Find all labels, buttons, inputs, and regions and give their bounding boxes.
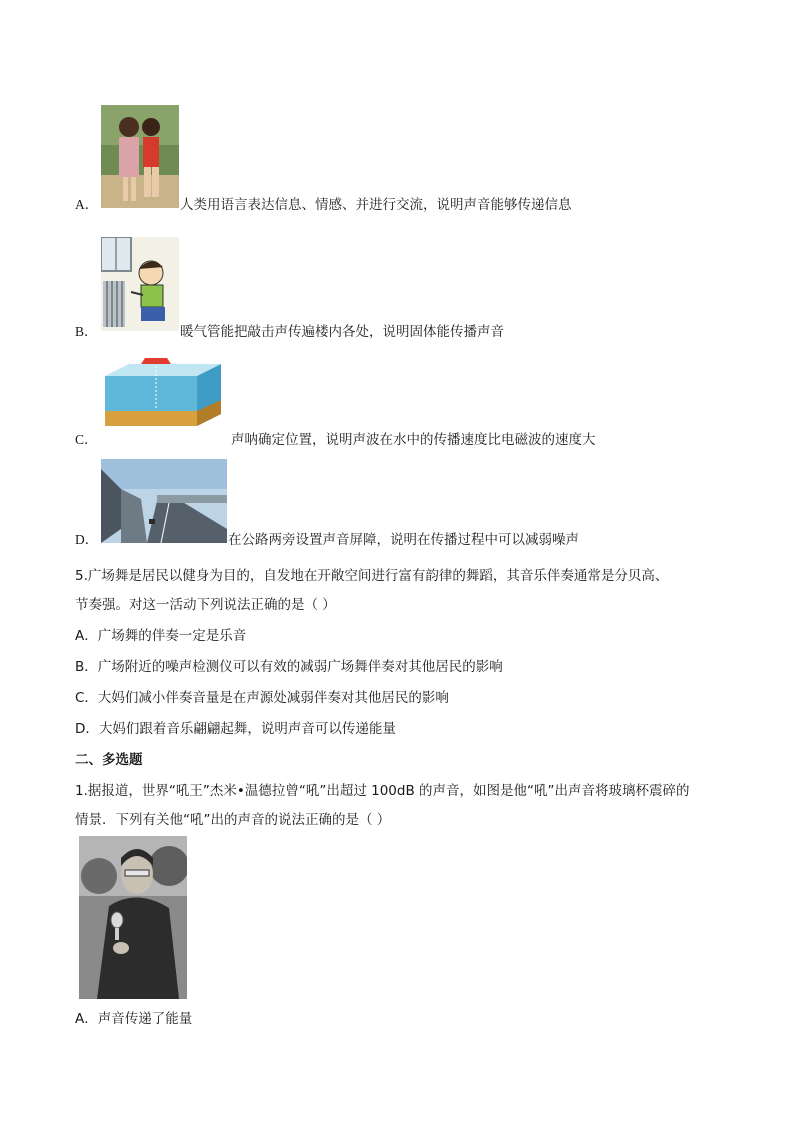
s2-q1-stem-line1: 1.据报道，世界“吼王”杰米•温德拉曾“吼”出超过 100dB 的声音，如图是他“吼”出声音将玻璃杯震碎的: [75, 783, 690, 799]
option-letter: B．: [75, 324, 98, 339]
q4-option-a-text: 人类用语言表达信息、情感、并进行交流，说明声音能够传递信息: [180, 197, 572, 213]
s2-q1-stem-line2: 情景．下列有关他“吼”出的声音的说法正确的是（ ）: [75, 812, 391, 828]
option-letter: C．: [75, 432, 98, 447]
q5-stem-line1: 5.广场舞是居民以健身为目的，自发地在开敞空间进行富有韵律的舞蹈，其音乐伴奏通常是分贝高、: [75, 568, 669, 584]
image-highway-sound-barrier: [101, 459, 227, 543]
option-letter: A．: [75, 197, 99, 212]
q4-option-a: [75, 193, 98, 213]
image-children-whispering: [101, 105, 179, 208]
q4-option-b: [75, 320, 98, 340]
q4-option-c-text: 声呐确定位置，说明声波在水中的传播速度比电磁波的速度大: [231, 432, 596, 448]
q5-option-c: C．大妈们减小伴奏音量是在声源处减弱伴奏对其他居民的影响: [75, 690, 449, 706]
s2-q1-option-a: A．声音传递了能量: [75, 1011, 193, 1027]
q5-option-a: A．广场舞的伴奏一定是乐音: [75, 628, 247, 644]
q4-option-b-text: 暖气管能把敲击声传遍楼内各处，说明固体能传播声音: [180, 324, 504, 340]
q4-option-d-text: 在公路两旁设置声音屏障，说明在传播过程中可以减弱噪声: [228, 532, 579, 548]
image-sonar-ship: [101, 356, 225, 444]
q5-option-d: D．大妈们跟着音乐翩翩起舞，说明声音可以传递能量: [75, 721, 396, 737]
image-boy-knocking-radiator: [101, 237, 179, 331]
option-letter: D．: [75, 532, 99, 547]
q5-stem-line2: 节奏强。对这一活动下列说法正确的是（ ）: [75, 597, 336, 613]
section-heading: 二、多选题: [75, 752, 143, 768]
q4-option-d: [75, 528, 98, 548]
q4-option-c: [75, 428, 98, 448]
q5-option-b: B．广场附近的噪声检测仪可以有效的减弱广场舞伴奏对其他居民的影响: [75, 659, 503, 675]
image-man-shattering-glass: [79, 836, 187, 999]
